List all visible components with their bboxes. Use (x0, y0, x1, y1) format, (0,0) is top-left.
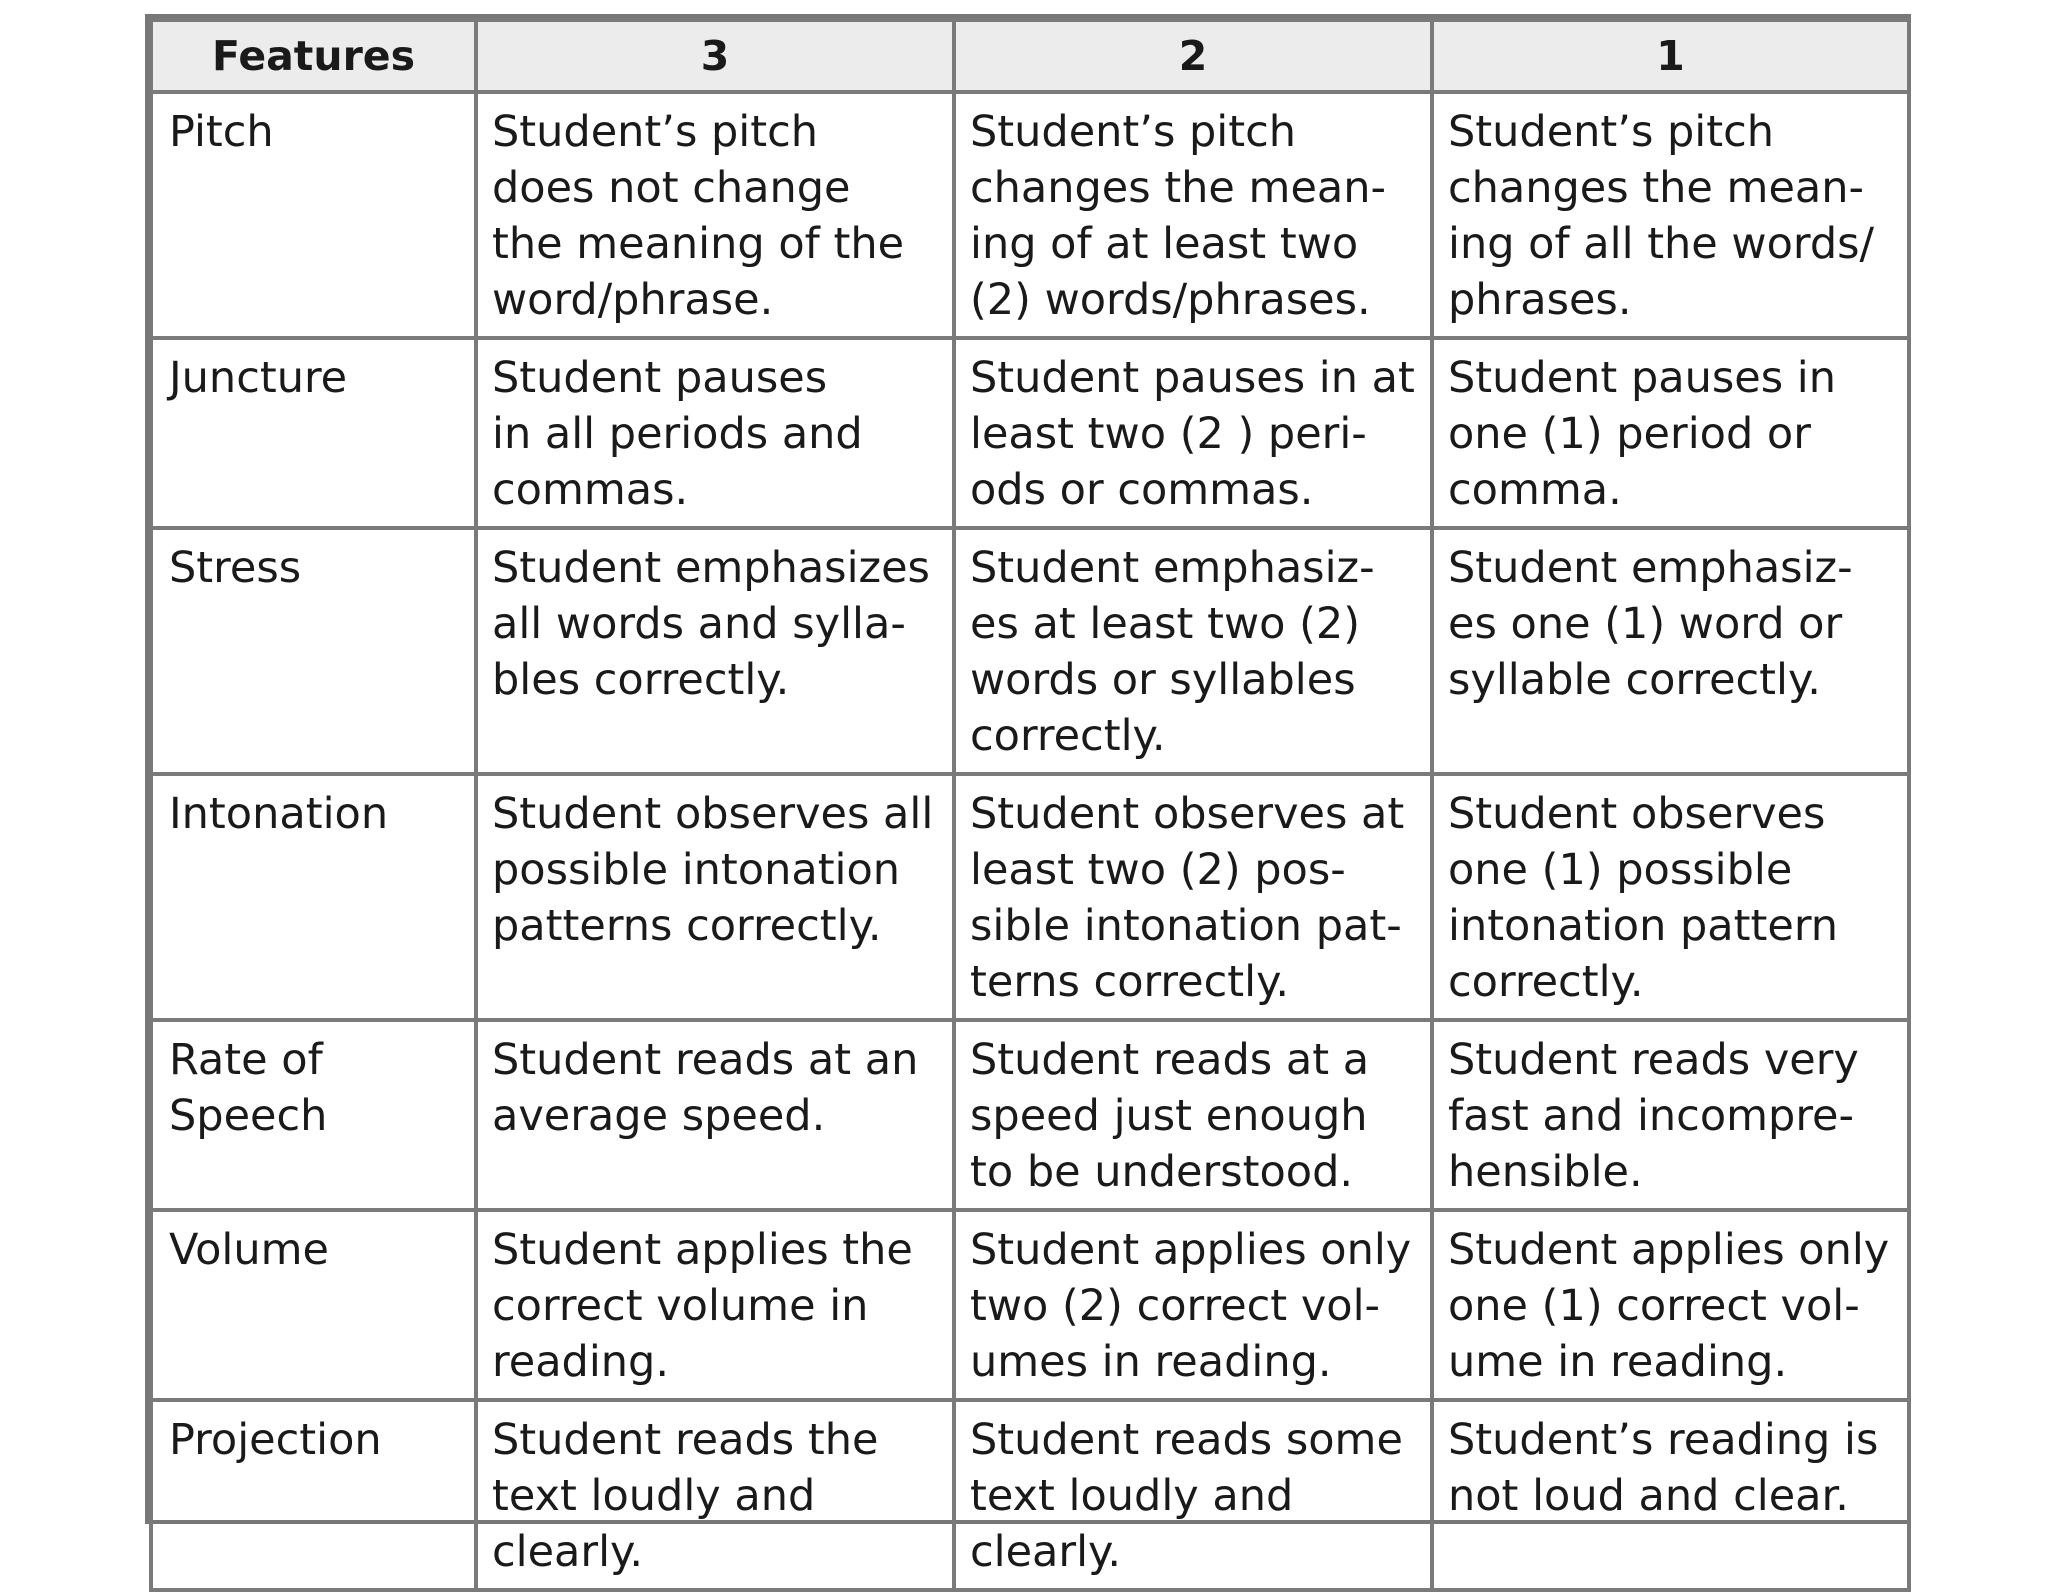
cell-text-line: ing of all the words/ (1448, 219, 1875, 269)
cell-text-line: Student’s pitch (1448, 107, 1775, 157)
header-features: Features (151, 20, 476, 92)
cell-text-line: text loudly and (970, 1471, 1294, 1521)
cell-text-line: Student pauses in (1448, 353, 1836, 403)
cell-text-line: Student reads some (970, 1415, 1403, 1465)
score-2-cell (954, 1400, 1432, 1590)
cell-text-line: does not change (492, 163, 851, 213)
cell-text-line: clearly. (970, 1527, 1122, 1577)
score-1-cell (1432, 1400, 1909, 1590)
cell-text-line: syllable correctly. (1448, 655, 1821, 705)
table-row-volume (151, 1210, 1909, 1400)
cell-text-line: correct volume in (492, 1281, 869, 1331)
cell-text-line: changes the mean- (1448, 163, 1865, 213)
cell-text-line: Student’s pitch (492, 107, 819, 157)
cell-text-line: average speed. (492, 1091, 826, 1141)
cell-text-line: Student reads at an (492, 1035, 919, 1085)
cell-text-line: reading. (492, 1337, 669, 1387)
rubric-table-frame (145, 14, 1911, 1577)
cell-text-line: fast and incompre- (1448, 1091, 1855, 1141)
feature-label: Projection (169, 1415, 382, 1465)
cell-text-line: Student reads at a (970, 1035, 1370, 1085)
cell-text-line: (2) words/phrases. (970, 275, 1371, 325)
cell-text-line: ing of at least two (970, 219, 1359, 269)
cell-text-line: ods or commas. (970, 465, 1314, 515)
feature-cell (151, 92, 476, 338)
feature-label: Intonation (169, 789, 389, 839)
feature-cell (151, 1400, 476, 1590)
feature-label: Rate of (169, 1035, 323, 1085)
cell-text-line: Student reads very (1448, 1035, 1859, 1085)
cell-text-line: correctly. (1448, 957, 1644, 1007)
header-score-3: 3 (476, 20, 954, 92)
cell-text-line: one (1) period or (1448, 409, 1811, 459)
score-2-cell (954, 1020, 1432, 1210)
cell-text-line: Student observes (1448, 789, 1826, 839)
score-2-cell (954, 338, 1432, 528)
cell-text-line: ume in reading. (1448, 1337, 1788, 1387)
header-score-2: 2 (954, 20, 1432, 92)
score-1-cell (1432, 1020, 1909, 1210)
score-2-cell (954, 528, 1432, 774)
score-3-cell (476, 92, 954, 338)
cell-text-line: speed just enough (970, 1091, 1368, 1141)
feature-label: Speech (169, 1091, 328, 1141)
cell-text-line: commas. (492, 465, 689, 515)
score-1-cell (1432, 338, 1909, 528)
cell-text-line: Student pauses (492, 353, 828, 403)
cell-text-line: intonation pattern (1448, 901, 1839, 951)
table-row-juncture (151, 338, 1909, 528)
rubric-table (149, 18, 1911, 1592)
score-1-cell (1432, 528, 1909, 774)
cell-text-line: Student’s pitch (970, 107, 1297, 157)
cell-text-line: Student reads the (492, 1415, 879, 1465)
table-row-stress (151, 528, 1909, 774)
table-row-projection (151, 1400, 1909, 1590)
score-1-cell (1432, 774, 1909, 1020)
feature-cell (151, 338, 476, 528)
cell-text-line: least two (2 ) peri- (970, 409, 1367, 459)
cell-text-line: correctly. (970, 711, 1166, 761)
cell-text-line: clearly. (492, 1527, 644, 1577)
feature-label: Stress (169, 543, 302, 593)
score-2-cell (954, 92, 1432, 338)
feature-label: Juncture (169, 353, 348, 403)
cell-text-line: least two (2) pos- (970, 845, 1346, 895)
score-3-cell (476, 528, 954, 774)
header-row (151, 20, 1909, 92)
score-3-cell (476, 1210, 954, 1400)
cell-text-line: the meaning of the (492, 219, 905, 269)
cell-text-line: bles correctly. (492, 655, 790, 705)
feature-cell (151, 1020, 476, 1210)
cell-text-line: hensible. (1448, 1147, 1643, 1197)
cell-text-line: one (1) possible (1448, 845, 1793, 895)
score-1-cell (1432, 1210, 1909, 1400)
cell-text-line: comma. (1448, 465, 1622, 515)
cell-text-line: es at least two (2) (970, 599, 1361, 649)
score-3-cell (476, 1400, 954, 1590)
cell-text-line: sible intonation pat- (970, 901, 1402, 951)
table-row-pitch (151, 92, 1909, 338)
cell-text-line: text loudly and (492, 1471, 816, 1521)
cell-text-line: Student applies only (970, 1225, 1412, 1275)
score-3-cell (476, 1020, 954, 1210)
table-row-intonation (151, 774, 1909, 1020)
feature-cell (151, 528, 476, 774)
cell-text-line: Student observes all (492, 789, 934, 839)
score-3-cell (476, 774, 954, 1020)
cell-text-line: Student applies the (492, 1225, 913, 1275)
table-row-rate-of-speech (151, 1020, 1909, 1210)
cell-text-line: patterns correctly. (492, 901, 882, 951)
cell-text-line: Student emphasiz- (970, 543, 1375, 593)
cell-text-line: Student’s reading is (1448, 1415, 1879, 1465)
cell-text-line: Student observes at (970, 789, 1405, 839)
cell-text-line: phrases. (1448, 275, 1632, 325)
score-1-cell (1432, 92, 1909, 338)
score-2-cell (954, 774, 1432, 1020)
cell-text-line: not loud and clear. (1448, 1471, 1849, 1521)
cell-text-line: Student applies only (1448, 1225, 1890, 1275)
feature-cell (151, 774, 476, 1020)
feature-label: Volume (169, 1225, 329, 1275)
cell-text-line: Student emphasiz- (1448, 543, 1853, 593)
cell-text-line: umes in reading. (970, 1337, 1332, 1387)
cell-text-line: words or syllables (970, 655, 1356, 705)
feature-cell (151, 1210, 476, 1400)
score-3-cell (476, 338, 954, 528)
score-2-cell (954, 1210, 1432, 1400)
cell-text-line: two (2) correct vol- (970, 1281, 1381, 1331)
cell-text-line: terns correctly. (970, 957, 1290, 1007)
cell-text-line: all words and sylla- (492, 599, 906, 649)
cell-text-line: word/phrase. (492, 275, 774, 325)
cell-text-line: to be understood. (970, 1147, 1354, 1197)
cell-text-line: Student emphasizes (492, 543, 930, 593)
cell-text-line: one (1) correct vol- (1448, 1281, 1860, 1331)
feature-label: Pitch (169, 107, 274, 157)
cell-text-line: possible intonation (492, 845, 901, 895)
cell-text-line: changes the mean- (970, 163, 1387, 213)
cell-text-line: in all periods and (492, 409, 863, 459)
header-score-1: 1 (1432, 20, 1909, 92)
cell-text-line: es one (1) word or (1448, 599, 1843, 649)
cell-text-line: Student pauses in at (970, 353, 1415, 403)
